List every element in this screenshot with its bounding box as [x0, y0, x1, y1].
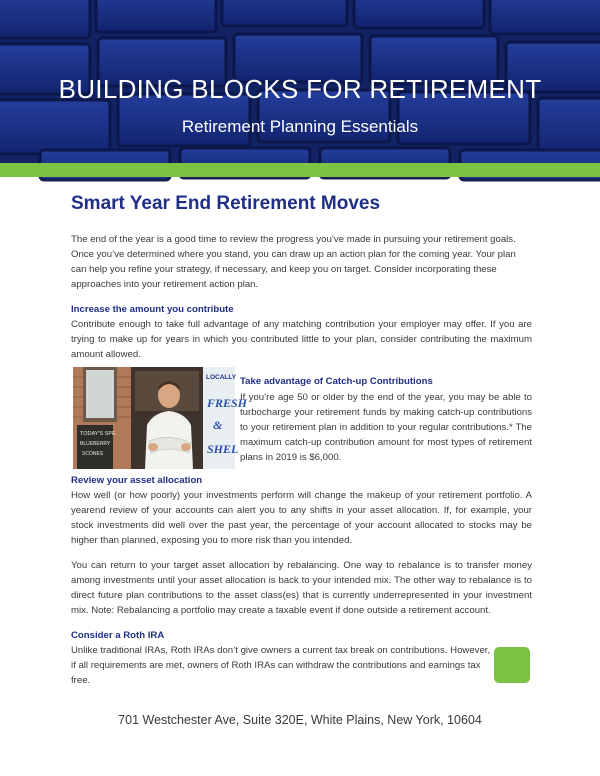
- section-body-roth: Unlike traditional IRAs, Roth IRAs don’t give owners a current tax break on contributions. However, if all requirements are met, owners of Roth IRAs can withdraw the contributions and earnings tax free.: [71, 645, 491, 686]
- page-title: BUILDING BLOCKS FOR RETIREMENT: [58, 74, 542, 104]
- shopkeeper-photo: [73, 367, 248, 469]
- section-heading-allocation: Review your asset allocation: [71, 475, 203, 486]
- section-heading-increase: Increase the amount you contribute: [71, 304, 234, 315]
- sign-text-fresh: FRESH: [207, 396, 248, 410]
- chalkboard-text-1: TODAY'S SPE: [80, 431, 116, 437]
- section-body-increase: Contribute enough to take full advantage of any matching contribution your employer may offer. If you are trying to make up for years in which you contributed little to your plan, consider contributing the maximum amount allowed.: [71, 319, 532, 360]
- section-body-catchup: If you’re age 50 or older by the end of the year, you may be able to turbocharge your retirement funds by making catch-up contributions to your retirement plan in addition to your regular contributions.* The maximum catch-up contribution amount for most types of retirement plans in 2019 is $6,000.: [240, 392, 532, 463]
- header-banner: [0, 0, 600, 163]
- photo-row: [71, 367, 532, 469]
- chalkboard-text-3: SCONES: [82, 451, 104, 457]
- catchup-section: [240, 374, 532, 465]
- intro-paragraph: The end of the year is a good time to review the progress you’ve made in pursuing your retirement goals. Once you’ve determined where you stand, you can draw up an action plan for the coming year. Your plan can help you refine your strategy, if necessary, and keep you on target. Consider incorporating these approaches into your retirement action plan.: [71, 234, 516, 290]
- chalkboard-text-2: BLUEBERRY: [80, 441, 111, 447]
- section-heading-catchup: Take advantage of Catch-up Contributions: [240, 376, 433, 387]
- sign-text-shel: SHEL: [207, 442, 239, 456]
- footer-address: 701 Westchester Ave, Suite 320E, White Plains, New York, 10604: [118, 713, 482, 727]
- article: [71, 193, 532, 688]
- sign-text-locally: LOCALLY: [206, 374, 237, 381]
- accent-divider: [0, 163, 600, 177]
- article-headline: Smart Year End Retirement Moves: [71, 193, 381, 214]
- sign-text-ampersand: &: [213, 418, 223, 432]
- section-body-allocation-2: You can return to your target asset allocation by rebalancing. One way to rebalance is to transfer money among investments until your asset allocation is back to your intended mix. The other way to rebalance is to direct future plan contributions to the asset class(es) that is currently underrepresented in your investment mix. Note: Rebalancing a portfolio may create a taxable event if done outside a retirement account.: [71, 560, 532, 616]
- decorative-green-block: [494, 647, 530, 683]
- section-heading-roth: Consider a Roth IRA: [71, 630, 165, 641]
- page-subtitle: Retirement Planning Essentials: [181, 117, 419, 136]
- section-body-allocation-1: How well (or how poorly) your investments perform will change the makeup of your retirement portfolio. A yearend review of your accounts can alert you to any shifts in your asset allocation. If, for example, your stock investments did well over the past year, the percentage of your account allocated to stocks may be higher than planned, exposing you to more risk than you intended.: [71, 490, 532, 546]
